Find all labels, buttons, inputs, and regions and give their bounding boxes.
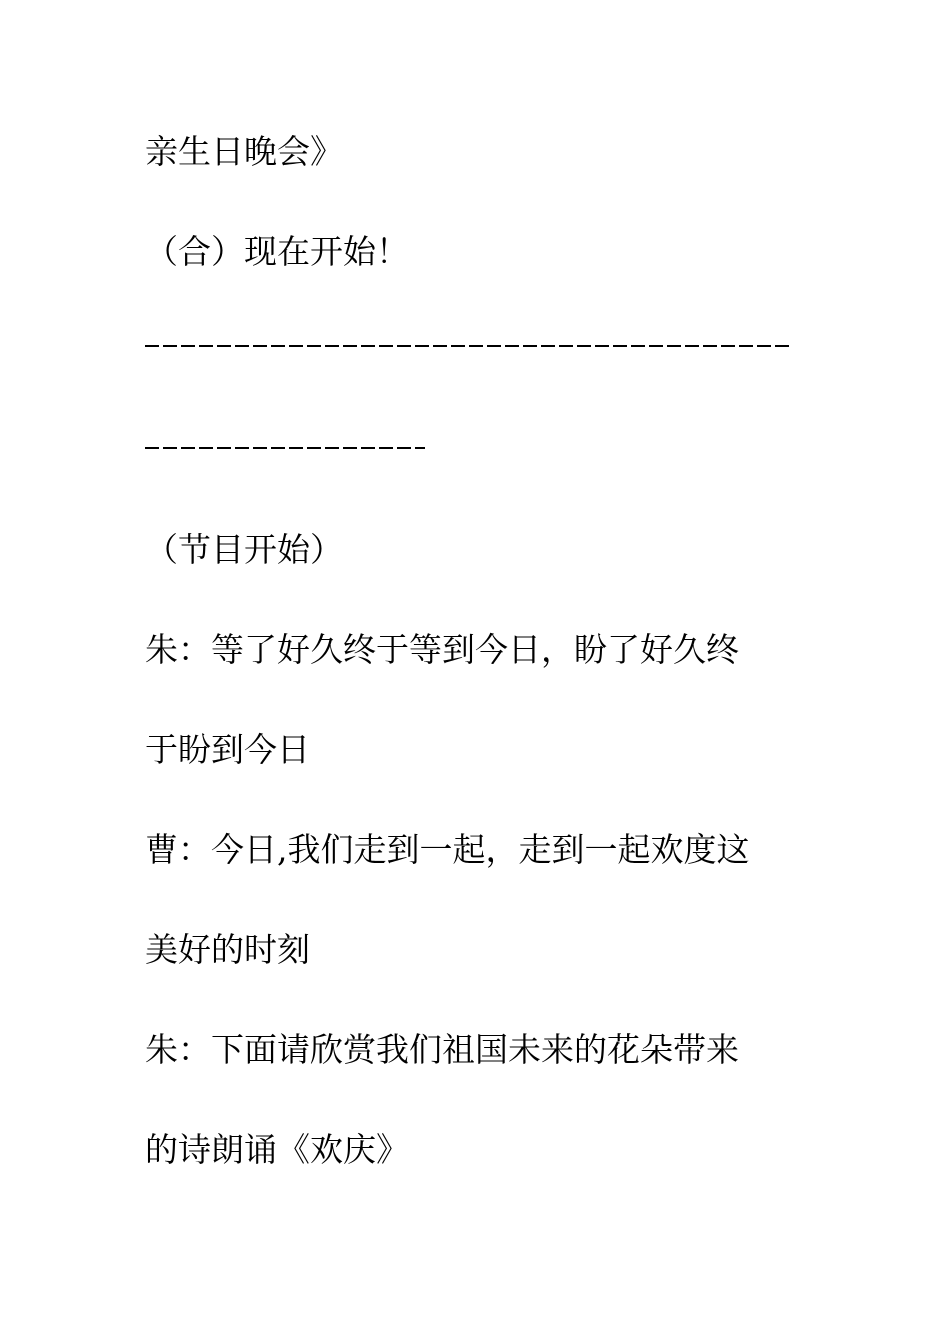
text-line-5: 于盼到今日: [145, 730, 310, 769]
text-line-3: （节目开始）: [145, 530, 343, 569]
text-line-2: （合）现在开始！: [145, 232, 409, 271]
text-line-4: 朱：等了好久终于等到今日，盼了好久终: [145, 630, 739, 669]
separator-line-1: [145, 345, 793, 347]
text-line-9: 的诗朗诵《欢庆》: [145, 1130, 409, 1169]
text-line-6: 曹：今日,我们走到一起，走到一起欢度这: [145, 830, 750, 869]
text-line-7: 美好的时刻: [145, 930, 310, 969]
text-line-1: 亲生日晚会》: [145, 132, 343, 171]
text-line-8: 朱：下面请欣赏我们祖国未来的花朵带来: [145, 1030, 739, 1069]
separator-line-2: [145, 447, 425, 449]
